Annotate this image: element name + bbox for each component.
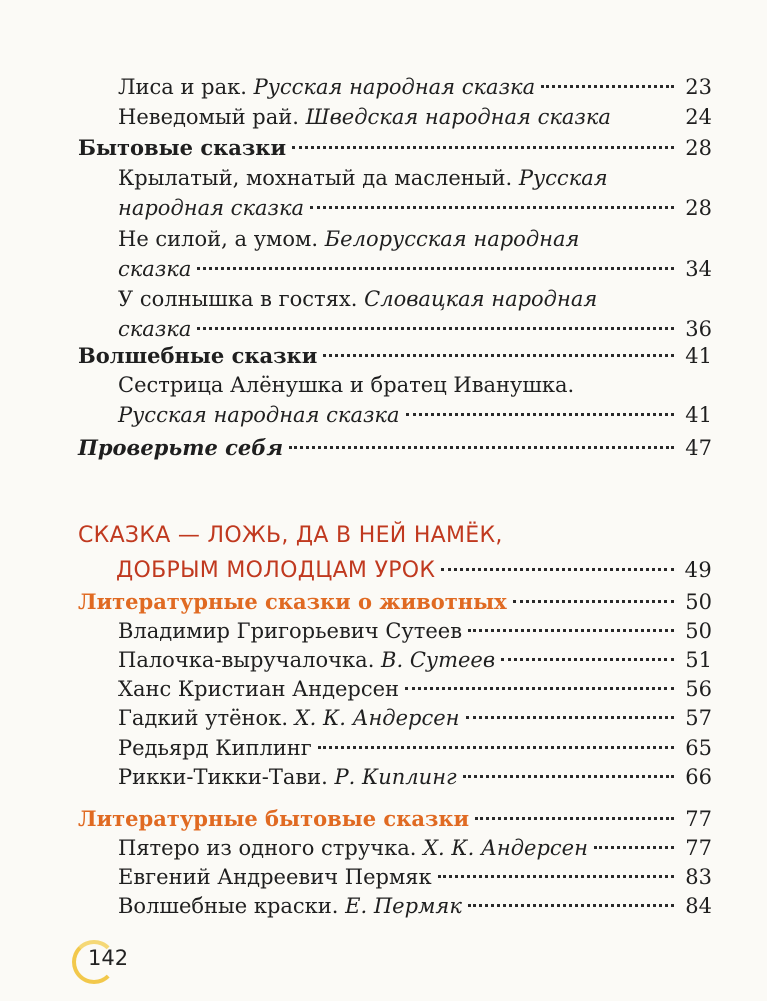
entry-title-part: Литературные бытовые сказки [78,806,470,831]
entry-title-part: сказка [118,257,192,281]
toc-entry-line [118,370,712,400]
toc-entry-line [78,804,712,834]
toc-entry-line [118,314,712,344]
entry-title [118,891,462,921]
toc-entry[interactable] [118,891,712,921]
entry-page-number: 36 [685,317,712,341]
toc-entry-line [78,133,712,163]
entry-page-number: 23 [685,75,712,99]
entry-title [118,284,597,314]
entry-title [118,862,432,892]
toc-entry-line [118,833,712,863]
toc-entry-line [78,341,712,371]
toc-entry-line [118,224,712,254]
entry-title-part: Русская народная сказка [118,403,400,427]
toc-entry-line [118,400,712,430]
toc-entry-line [78,587,712,617]
section-page-number: 49 [684,558,712,582]
entry-title-part: Р. Киплинг [334,765,457,789]
entry-title-part: Крылатый, мохнатый да масленый. [118,166,519,190]
entry-title-part: Русская [518,166,608,190]
entry-page-number: 50 [685,619,712,643]
entry-page-number: 24 [685,105,712,129]
dot-leader [318,746,674,749]
toc-entry[interactable] [78,341,712,371]
entry-page-number: 56 [685,677,712,701]
toc-entry[interactable] [118,733,712,763]
entry-title-part: Проверьте себя [78,435,284,460]
entry-title-part: Лиса и рак. [118,75,254,99]
section-title-line-1 [78,519,712,553]
entry-title [78,433,283,463]
entry-title-part: народная сказка [118,196,305,220]
toc-entry-line [118,284,712,314]
entry-page-number: 84 [685,894,712,918]
dot-leader [541,85,674,88]
dot-leader [292,146,674,149]
entry-page-number: 77 [685,836,712,860]
toc-entry-line [118,645,712,675]
entry-title-part: Словацкая народная [364,287,598,311]
toc-entry-line [118,762,712,792]
entry-title-part: Сестрица Алёнушка и братец Иванушка. [118,373,575,397]
toc-entry[interactable] [78,804,712,834]
dot-leader [405,687,674,690]
entry-title-part: Неведомый рай. [118,105,306,129]
entry-title-part: Не силой, а умом. [118,227,325,251]
dot-leader [468,904,674,907]
toc-entry-line [118,616,712,646]
dot-leader [513,600,674,603]
toc-entry[interactable] [118,284,712,344]
entry-page-number: 28 [685,196,712,220]
entry-title-part: Бытовые сказки [78,135,287,160]
entry-title [78,804,469,834]
toc-entry[interactable] [118,833,712,863]
entry-title-part: сказка [118,317,192,341]
toc-entry[interactable] [118,224,712,284]
entry-title-part: У солнышка в гостях. [118,287,365,311]
entry-title-part: Рикки-Тикки-Тави. [118,765,335,789]
dot-leader [197,267,674,270]
section-title-text-2: ДОБРЫМ МОЛОДЦАМ УРОК [116,558,436,583]
entry-page-number: 41 [685,403,712,427]
toc-entry[interactable] [118,674,712,704]
entry-title [78,133,286,163]
entry-page-number: 34 [685,257,712,281]
entry-title [118,370,574,400]
entry-title-part: Редьярд Киплинг [118,736,312,760]
entry-title [118,314,191,344]
dot-leader [310,206,674,209]
entry-page-number: 47 [685,436,712,460]
entry-title-part: Палочка-выручалочка. [118,648,382,672]
entry-title [118,400,400,430]
entry-title-part: Е. Пермяк [345,894,462,918]
entry-page-number: 28 [685,136,712,160]
entry-page-number: 51 [685,648,712,672]
toc-entry-line [118,72,712,102]
section-title[interactable] [78,519,712,587]
entry-title-part: Литературные сказки о животных [78,589,507,614]
toc-entry[interactable] [118,72,712,102]
entry-page-number: 65 [685,736,712,760]
section-title-line-2 [78,553,712,587]
toc-entry-line [118,163,712,193]
toc-entry-line [118,102,712,132]
entry-title-part: В. Сутеев [381,648,496,672]
section-title-text-1: СКАЗКА — ЛОЖЬ, ДА В НЕЙ НАМЁК, [78,523,503,548]
entry-title-part: Х. К. Андерсен [294,706,460,730]
toc-entry[interactable] [118,645,712,675]
entry-title [118,102,611,132]
entry-page-number: 57 [685,706,712,730]
entry-title-part: Ханс Кристиан Андерсен [118,677,400,701]
entry-title [118,616,462,646]
toc-entry[interactable] [78,433,712,463]
dot-leader [323,354,674,357]
entry-title [118,703,460,733]
entry-title [118,224,579,254]
entry-title [78,587,507,617]
dot-leader [594,846,674,849]
toc-entry[interactable] [118,102,712,132]
entry-page-number: 66 [685,765,712,789]
dot-leader [468,629,674,632]
entry-title-part: Евгений Андреевич Пермяк [118,865,432,889]
dot-leader [441,568,674,571]
toc-entry[interactable] [118,762,712,792]
toc-entry-line [118,193,712,223]
entry-title [118,163,608,193]
page-number-badge [72,938,142,984]
toc-entry[interactable] [78,133,712,163]
toc-entry[interactable] [118,862,712,892]
entry-title-part: Русская народная сказка [253,75,536,99]
entry-title [118,193,304,223]
entry-title [118,833,588,863]
toc-entry-line [118,254,712,284]
dot-leader [406,413,675,416]
toc-entry[interactable] [78,587,712,617]
toc-entry[interactable] [118,616,712,646]
entry-title-part: Шведская народная сказка [305,105,611,129]
entry-title-part: Гадкий утёнок. [118,706,295,730]
dot-leader [289,446,674,449]
entry-page-number: 50 [685,590,712,614]
toc-entry-line [118,862,712,892]
toc-entry[interactable] [118,370,712,430]
entry-title-part: Владимир Григорьевич Сутеев [118,619,463,643]
dot-leader [466,716,674,719]
toc-entry[interactable] [118,703,712,733]
toc-entry-line [118,891,712,921]
dot-leader [501,658,674,661]
toc-entry-line [78,433,712,463]
toc-entry-line [118,674,712,704]
entry-title [78,341,317,371]
entry-title [118,72,535,102]
entry-title [118,733,312,763]
toc-entry-line [118,733,712,763]
dot-leader [438,875,674,878]
entry-page-number: 77 [685,807,712,831]
entry-page-number: 83 [685,865,712,889]
entry-title-part: Белорусская народная [324,227,580,251]
entry-title-part: Х. К. Андерсен [423,836,588,860]
entry-title [118,762,457,792]
toc-entry-line [118,703,712,733]
dot-leader [475,817,674,820]
entry-title-part: Пятеро из одного стручка. [118,836,424,860]
dot-leader [463,775,674,778]
page-number: 142 [88,946,129,970]
entry-page-number: 41 [685,344,712,368]
toc-entry[interactable] [118,163,712,223]
entry-title [118,674,399,704]
entry-title-part: Волшебные краски. [118,894,346,918]
entry-title [118,645,495,675]
dot-leader [197,327,674,330]
entry-title-part: Волшебные сказки [78,343,318,368]
entry-title [118,254,191,284]
